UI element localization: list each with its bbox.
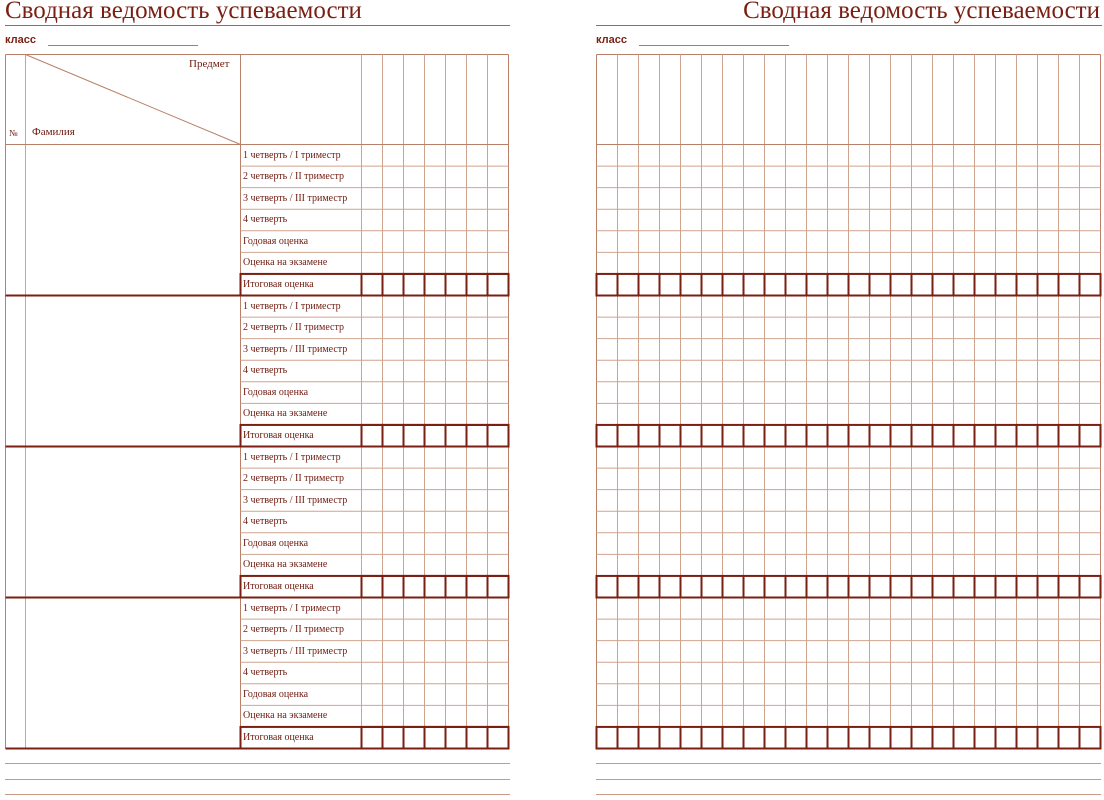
final-grade-cell[interactable] [1038, 425, 1059, 447]
final-grade-cell[interactable] [597, 576, 618, 598]
final-grade-cell[interactable] [425, 727, 446, 749]
final-grade-cell[interactable] [1017, 576, 1038, 598]
final-grade-cell[interactable] [660, 274, 681, 296]
final-grade-cell[interactable] [744, 425, 765, 447]
page-title: Сводная ведомость успеваемости [5, 0, 362, 24]
final-grade-cell[interactable] [828, 274, 849, 296]
notes-line[interactable] [5, 763, 510, 764]
final-grade-cell[interactable] [933, 274, 954, 296]
final-grade-cell[interactable] [467, 576, 488, 598]
final-grade-cell[interactable] [1059, 425, 1080, 447]
final-grade-cell[interactable] [870, 425, 891, 447]
final-grade-cell[interactable] [975, 727, 996, 749]
final-grade-cell[interactable] [723, 425, 744, 447]
final-grade-cell[interactable] [1080, 576, 1101, 598]
final-grade-cell[interactable] [1080, 425, 1101, 447]
period-row-label: 1 четверть / I триместр [243, 149, 341, 161]
final-grade-cell[interactable] [1017, 727, 1038, 749]
final-grade-cell[interactable] [660, 727, 681, 749]
final-grade-cell[interactable] [1059, 576, 1080, 598]
period-row-label: Годовая оценка [243, 235, 309, 247]
final-grade-cell[interactable] [681, 425, 702, 447]
notes-line[interactable] [5, 779, 510, 780]
notes-line[interactable] [596, 794, 1101, 795]
final-grade-cell[interactable] [404, 727, 425, 749]
subject-header: Предмет [189, 58, 230, 70]
period-row-label: 4 четверть [243, 516, 288, 528]
final-grade-cell[interactable] [744, 727, 765, 749]
final-grade-cell[interactable] [446, 274, 467, 296]
final-grade-cell[interactable] [404, 274, 425, 296]
final-grade-cell[interactable] [954, 727, 975, 749]
period-row-label: 1 четверть / I триместр [243, 451, 341, 463]
final-grade-cell[interactable] [954, 576, 975, 598]
final-grade-cell[interactable] [912, 576, 933, 598]
final-grade-cell[interactable] [362, 727, 383, 749]
period-row-label: 3 четверть / III триместр [243, 343, 348, 355]
period-row-label: 2 четверть / II триместр [243, 171, 344, 183]
final-grade-cell[interactable] [744, 274, 765, 296]
final-grade-cell[interactable] [362, 425, 383, 447]
final-grade-cell[interactable] [912, 425, 933, 447]
period-row-label: 4 четверть [243, 365, 288, 377]
final-grade-cell[interactable] [383, 576, 404, 598]
period-row-label: 2 четверть / II триместр [243, 624, 344, 636]
final-grade-cell[interactable] [996, 727, 1017, 749]
final-grade-cell[interactable] [912, 727, 933, 749]
final-grade-cell[interactable] [1080, 274, 1101, 296]
final-grade-cell[interactable] [1038, 727, 1059, 749]
page-title: Сводная ведомость успеваемости [743, 0, 1100, 24]
period-row-label: Годовая оценка [243, 537, 309, 549]
final-grade-cell[interactable] [786, 576, 807, 598]
final-grade-cell[interactable] [488, 576, 509, 598]
final-grade-cell[interactable] [933, 425, 954, 447]
notes-line[interactable] [596, 779, 1101, 780]
final-grade-cell[interactable] [404, 576, 425, 598]
notes-line[interactable] [5, 794, 510, 795]
final-grade-cell[interactable] [996, 425, 1017, 447]
period-row-label: 4 четверть [243, 214, 288, 226]
final-grade-cell[interactable] [849, 727, 870, 749]
final-grade-cell[interactable] [702, 576, 723, 598]
final-grade-cell[interactable] [828, 576, 849, 598]
period-row-label: Оценка на экзамене [243, 710, 328, 722]
final-grade-cell[interactable] [870, 576, 891, 598]
final-grade-cell[interactable] [723, 274, 744, 296]
final-grade-cell[interactable] [765, 274, 786, 296]
final-grade-cell[interactable] [681, 576, 702, 598]
final-grade-cell[interactable] [702, 425, 723, 447]
final-grade-cell[interactable] [467, 727, 488, 749]
final-grade-cell[interactable] [723, 727, 744, 749]
final-grade-cell[interactable] [891, 425, 912, 447]
final-grade-cell[interactable] [1038, 576, 1059, 598]
final-grade-cell[interactable] [597, 425, 618, 447]
final-grade-cell[interactable] [975, 576, 996, 598]
final-grade-cell[interactable] [807, 727, 828, 749]
class-label: класс [596, 34, 627, 46]
final-grade-cell[interactable] [933, 727, 954, 749]
final-grade-cell[interactable] [933, 576, 954, 598]
final-grade-cell[interactable] [975, 274, 996, 296]
final-grade-cell[interactable] [488, 727, 509, 749]
class-label: класс [5, 34, 36, 46]
final-grade-cell[interactable] [681, 727, 702, 749]
grades-table-right [585, 0, 1104, 800]
final-grade-cell[interactable] [467, 274, 488, 296]
final-grade-cell[interactable] [807, 274, 828, 296]
final-grade-cell[interactable] [362, 274, 383, 296]
final-grade-cell[interactable] [383, 727, 404, 749]
notes-line[interactable] [596, 763, 1101, 764]
final-grade-cell[interactable] [639, 576, 660, 598]
final-grade-cell[interactable] [954, 425, 975, 447]
final-grade-cell[interactable] [828, 425, 849, 447]
final-grade-cell[interactable] [765, 425, 786, 447]
final-grade-cell[interactable] [786, 274, 807, 296]
final-grade-cell[interactable] [639, 425, 660, 447]
final-grade-cell[interactable] [660, 425, 681, 447]
final-grade-cell[interactable] [681, 274, 702, 296]
final-grade-cell[interactable] [702, 274, 723, 296]
period-row-label: Годовая оценка [243, 688, 309, 700]
period-row-label: 3 четверть / III триместр [243, 192, 348, 204]
period-row-label: 1 четверть / I триместр [243, 602, 341, 614]
final-grade-cell[interactable] [362, 576, 383, 598]
period-row-label: 2 четверть / II триместр [243, 322, 344, 334]
surname-header: Фамилия [32, 126, 75, 138]
grades-table-left [0, 0, 520, 800]
final-grade-cell[interactable] [765, 727, 786, 749]
final-grade-cell[interactable] [786, 727, 807, 749]
final-grade-cell[interactable] [488, 274, 509, 296]
final-grade-cell[interactable] [723, 576, 744, 598]
final-grade-cell[interactable] [425, 274, 446, 296]
final-grade-cell[interactable] [702, 727, 723, 749]
final-grade-cell[interactable] [383, 274, 404, 296]
final-grade-cell[interactable] [828, 727, 849, 749]
final-grade-cell[interactable] [404, 425, 425, 447]
number-header: № [9, 128, 18, 138]
period-row-label: Итоговая оценка [243, 580, 314, 592]
final-grade-cell[interactable] [744, 576, 765, 598]
final-grade-cell[interactable] [488, 425, 509, 447]
final-grade-cell[interactable] [425, 576, 446, 598]
final-grade-cell[interactable] [618, 425, 639, 447]
final-grade-cell[interactable] [1017, 274, 1038, 296]
period-row-label: 1 четверть / I триместр [243, 300, 341, 312]
period-row-label: Годовая оценка [243, 386, 309, 398]
final-grade-cell[interactable] [446, 576, 467, 598]
final-grade-cell[interactable] [597, 274, 618, 296]
final-grade-cell[interactable] [639, 274, 660, 296]
final-grade-cell[interactable] [891, 727, 912, 749]
period-row-label: Итоговая оценка [243, 278, 314, 290]
final-grade-cell[interactable] [975, 425, 996, 447]
period-row-label: Оценка на экзамене [243, 408, 328, 420]
final-grade-cell[interactable] [639, 727, 660, 749]
final-grade-cell[interactable] [660, 576, 681, 598]
final-grade-cell[interactable] [467, 425, 488, 447]
final-grade-cell[interactable] [954, 274, 975, 296]
final-grade-cell[interactable] [1080, 727, 1101, 749]
final-grade-cell[interactable] [618, 576, 639, 598]
final-grade-cell[interactable] [807, 425, 828, 447]
final-grade-cell[interactable] [425, 425, 446, 447]
final-grade-cell[interactable] [849, 425, 870, 447]
left-page [0, 0, 520, 800]
period-row-label: 2 четверть / II триместр [243, 473, 344, 485]
final-grade-cell[interactable] [1059, 274, 1080, 296]
final-grade-cell[interactable] [1059, 727, 1080, 749]
final-grade-cell[interactable] [446, 727, 467, 749]
period-row-label: Оценка на экзамене [243, 257, 328, 269]
final-grade-cell[interactable] [996, 576, 1017, 598]
final-grade-cell[interactable] [912, 274, 933, 296]
final-grade-cell[interactable] [1038, 274, 1059, 296]
final-grade-cell[interactable] [786, 425, 807, 447]
final-grade-cell[interactable] [1017, 425, 1038, 447]
final-grade-cell[interactable] [618, 274, 639, 296]
final-grade-cell[interactable] [996, 274, 1017, 296]
final-grade-cell[interactable] [870, 274, 891, 296]
period-row-label: 3 четверть / III триместр [243, 645, 348, 657]
final-grade-cell[interactable] [597, 727, 618, 749]
period-row-label: 3 четверть / III триместр [243, 494, 348, 506]
final-grade-cell[interactable] [849, 274, 870, 296]
right-page [585, 0, 1104, 800]
period-row-label: Оценка на экзамене [243, 559, 328, 571]
final-grade-cell[interactable] [446, 425, 467, 447]
final-grade-cell[interactable] [383, 425, 404, 447]
final-grade-cell[interactable] [849, 576, 870, 598]
final-grade-cell[interactable] [870, 727, 891, 749]
period-row-label: Итоговая оценка [243, 429, 314, 441]
period-row-label: 4 четверть [243, 667, 288, 679]
final-grade-cell[interactable] [891, 274, 912, 296]
final-grade-cell[interactable] [807, 576, 828, 598]
period-row-label: Итоговая оценка [243, 731, 314, 743]
final-grade-cell[interactable] [891, 576, 912, 598]
final-grade-cell[interactable] [765, 576, 786, 598]
final-grade-cell[interactable] [618, 727, 639, 749]
